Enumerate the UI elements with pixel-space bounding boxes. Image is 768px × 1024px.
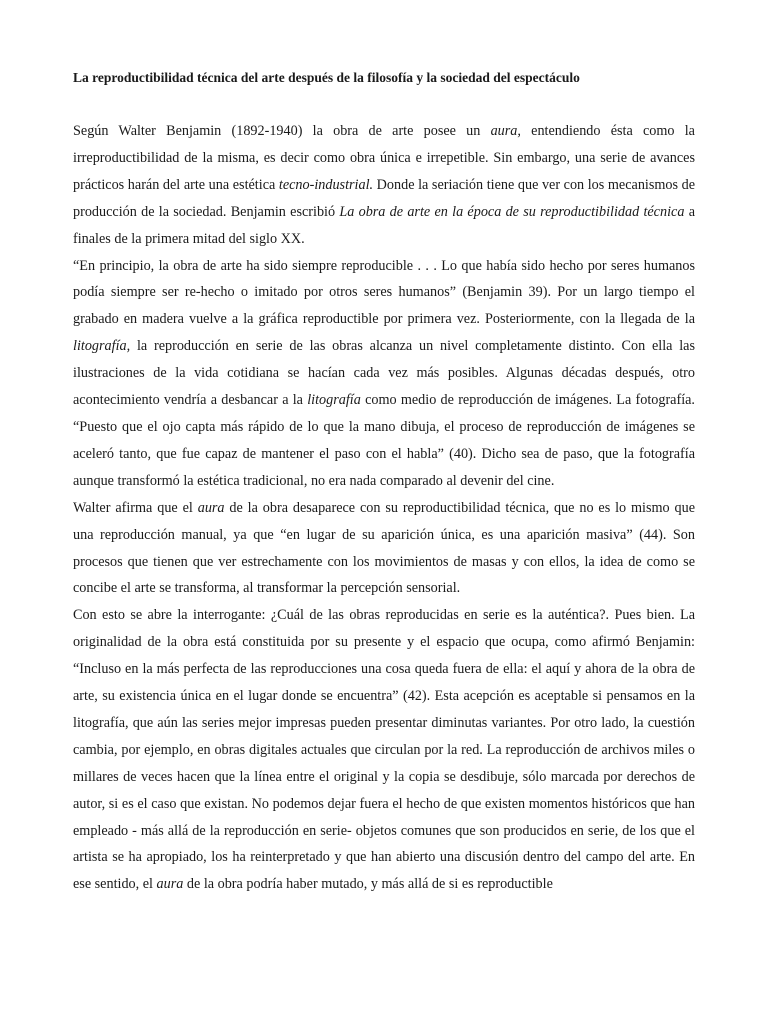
text-segment: de la obra podría haber mutado, y más allá de si es reproductible xyxy=(183,876,553,893)
text-segment: de la obra desaparece con su reproductibilidad técnica, que no es lo mismo que una reproducción manual, ya que “en lugar de su aparición única, es una aparición masiva” (44). Son procesos que tienen que ver estrechamente con los movimientos de masas y con ellos, la idea de como se concibe el arte se transforma, al transformar la percepción sensorial. xyxy=(73,499,696,597)
italic-book-title: La obra de arte en la época de su reproductibilidad técnica xyxy=(339,203,685,220)
italic-term-litografia: litografía, xyxy=(73,338,131,355)
text-segment: como medio de reproducción de imágenes. La fotografía. “Puesto que el ojo capta más rápido de lo que la mano dibuja, el proceso de reproducción de imágenes se aceleró tanto, que fue capaz de mantener el paso con el habla” (40). Dicho sea de paso, que la fotografía aunque transformó la estética tradicional, no era nada comparado al devenir del cine. xyxy=(73,392,695,489)
text-segment: entendiendo ésta como la irreproductibilidad de la misma, es decir como obra única e irrepetible. Sin embargo, una serie de avances prácticos harán del arte una estética xyxy=(73,123,695,193)
paragraph-2 xyxy=(73,253,695,495)
italic-term-aura: aura xyxy=(156,876,184,893)
italic-term-aura: aura, xyxy=(490,123,521,139)
text-segment: a finales de la primera mitad del siglo XX. xyxy=(73,203,695,247)
italic-term-tecno-industrial: tecno-industrial. xyxy=(278,176,374,193)
text-segment: Según Walter Benjamin (1892-1940) la obra de arte posee un xyxy=(73,123,491,139)
text-segment: Walter afirma que el xyxy=(73,499,198,516)
italic-term-aura: aura xyxy=(197,499,225,516)
document-title: La reproductibilidad técnica del arte después de la filosofía y la sociedad del espectáculo xyxy=(73,70,580,85)
paragraph-3 xyxy=(73,495,695,603)
text-segment: la reproducción en serie de las obras alcanza un nivel completamente distinto. Con ella las ilustraciones de la vida cotidiana se hacían cada vez más posibles. Algunas décadas después, otro acontecimiento vendría a desbancar a la xyxy=(73,338,695,409)
document-page xyxy=(73,64,695,898)
text-segment: Donde la seriación tiene que ver con los mecanismos de producción de la sociedad. Benjamin escribió xyxy=(73,176,696,220)
italic-term-litografia: litografía xyxy=(307,392,361,409)
text-segment: Con esto se abre la interrogante: ¿Cuál de las obras reproducidas en serie es la auténtica?. Pues bien. La originalidad de la obra está constituida por su presente y el espacio que ocupa, como afirmó Benjamin: “Incluso en la más perfecta de las reproducciones una cosa queda fuera de ella: el aquí y ahora de la obra de arte, su existencia única en el lugar donde se encuentra” (42). Esta acepción es aceptable si pensamos en la litografía, que aún las series mejor impresas pueden presentar diminutas variantes. Por otro lado, la cuestión cambia, por ejemplo, en obras digitales actuales que circulan por la red. La reproducción de archivos miles o millares de veces hacen que la línea entre el original y la copia se desdibuje, sólo marcada por derechos de autor, si es el caso que existan. No podemos dejar fuera el hecho de que existen momentos históricos que han empleado - más allá de la reproducción en serie- objetos comunes que son producidos en serie, de los que el artista se ha apropiado, los ha reinterpretado y que han abierto una discusión dentro del campo del arte. En ese sentido, el xyxy=(73,607,695,893)
text-segment: “En principio, la obra de arte ha sido siempre reproducible . . . Lo que había sido hecho por seres humanos podía siempre ser re-hecho o imitado por otros seres humanos” (Benjamin 39). Por un largo tiempo el grabado en madera vuelve a la gráfica reproductible por primera vez. Posteriormente, con la llegada de la xyxy=(73,257,695,328)
paragraph-1 xyxy=(73,118,695,253)
paragraph-4 xyxy=(73,602,695,898)
